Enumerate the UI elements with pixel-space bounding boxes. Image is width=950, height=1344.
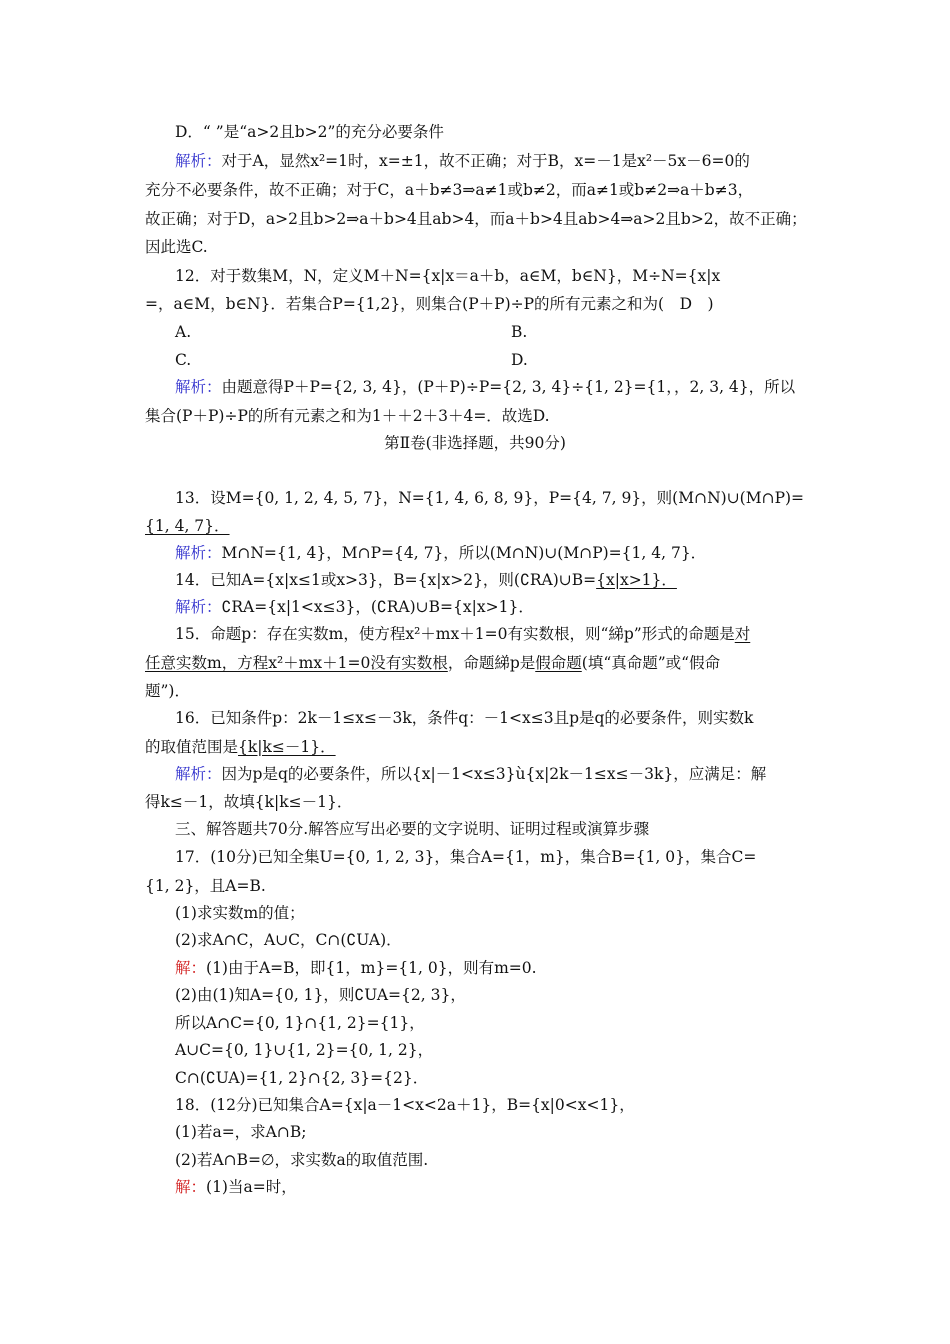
analysis-text: 因为p是q的必要条件，所以{x|－1<x≤3}ù{x|2k－1≤x≤－3k}，应满足：解 [221, 765, 767, 783]
solution-17-line-5: C∩(∁UA)={1, 2}∩{2, 3}={2}． [175, 1069, 429, 1087]
solution-label: 解： [175, 1178, 207, 1196]
analysis-11-line-2: 充分不必要条件，故不正确；对于C，a＋b≠3⇒a≠1或b≠2，而a≠1或b≠2⇒a＋b≠3， [145, 181, 754, 199]
analysis-12-line-1 [175, 377, 795, 397]
question-17-line-2: {1, 2}，且A=B. [145, 877, 266, 895]
solution-17-line-1 [175, 958, 537, 978]
question-text: 14．已知A={x|x≤1或x>3}，B={x|x>2}，则(∁RA)∪B= [175, 571, 597, 589]
section-heading: 第Ⅱ卷(非选择题，共90分) [384, 434, 566, 452]
question-text: ，命题綈p是 [447, 654, 536, 672]
question-16-line-2 [145, 737, 336, 757]
analysis-text: M∩N={1, 4}，M∩P={4, 7}，所以(M∩N)∪(M∩P)={1, 4, 7}． [221, 544, 707, 562]
question-17-part-2: (2)求A∩C，A∪C，C∩(∁UA)． [175, 931, 402, 949]
question-16-line-1: 16．已知条件p：2k－1≤x≤－3k，条件q：－1<x≤3且p是q的必要条件，则实数k [175, 709, 754, 727]
option-a: A. [175, 323, 192, 341]
question-text: 的取值范围是 [145, 738, 239, 756]
solution-label: 解： [175, 959, 207, 977]
question-16-answer: {k|k≤－1}． [238, 738, 336, 756]
analysis-11-line-3: 故正确；对于D，a>2且b>2⇒a＋b>4且ab>4，而a＋b>4且ab>4⇒a>2且b>2，故不正确； [145, 210, 807, 228]
option-c: C. [175, 351, 192, 369]
solution-text: (1)当a=时， [206, 1178, 297, 1196]
option-d: D. [511, 351, 528, 369]
question-17-part-1: (1)求实数m的值； [175, 904, 305, 922]
question-12-line-1: 12．对于数集M，N，定义M＋N={x|x＝a＋b，a∈M，b∈N}，M÷N={x|x [175, 267, 721, 285]
analysis-14 [175, 597, 534, 617]
analysis-label: 解析： [175, 378, 222, 396]
solution-17-line-2: (2)由(1)知A={0, 1}，则∁UA={2, 3}， [175, 986, 466, 1004]
question-text: (填“真命题”或“假命 [581, 654, 721, 672]
question-14 [175, 570, 677, 590]
analysis-label: 解析： [175, 598, 222, 616]
question-15-line-3: 题”)． [145, 682, 190, 700]
question-18-part-1: (1)若a=，求A∩B; [175, 1123, 307, 1141]
analysis-12-line-2: 集合(P＋P)÷P的所有元素之和为1＋＋2＋3＋4=．故选D. [145, 407, 550, 425]
option-b: B. [511, 323, 528, 341]
question-15-answer-2: 假命题 [535, 654, 582, 672]
analysis-label: 解析： [175, 152, 222, 170]
option-d-line: D．“ ”是“a>2且b>2”的充分必要条件 [175, 123, 444, 141]
question-text: 15．命题p：存在实数m，使方程x²＋mx＋1=0有实数根，则“綈p”形式的命题是 [175, 625, 735, 643]
part-three-heading: 三、解答题共70分.解答应写出必要的文字说明、证明过程或演算步骤 [175, 820, 650, 838]
solution-18-line-1 [175, 1177, 297, 1197]
analysis-text: 对于A，显然x²=1时，x=±1，故不正确；对于B，x=－1是x²－5x－6=0的 [221, 152, 750, 170]
analysis-11-line-4: 因此选C. [145, 238, 208, 256]
analysis-label: 解析： [175, 765, 222, 783]
question-15-answer-part: 对 [734, 625, 751, 643]
analysis-13 [175, 543, 706, 563]
question-15-line-2 [145, 653, 720, 673]
analysis-11-line-1 [175, 151, 750, 171]
analysis-label: 解析： [175, 544, 222, 562]
question-18-part-2: (2)若A∩B=∅，求实数a的取值范围. [175, 1151, 429, 1169]
question-18-line-1: 18．(12分)已知集合A={x|a－1<x<2a＋1}，B={x|0<x<1}， [175, 1096, 635, 1114]
question-15-answer: 任意实数m，方程x²＋mx＋1=0没有实数根 [145, 654, 448, 672]
analysis-16-line-1 [175, 764, 766, 784]
analysis-16-line-2: 得k≤－1，故填{k|k≤－1}． [145, 793, 353, 811]
question-14-answer: {x|x>1}． [596, 571, 677, 589]
solution-17-line-4: A∪C={0, 1}∪{1, 2}={0, 1, 2}， [175, 1041, 434, 1059]
analysis-text: ∁RA={x|1<x≤3}，(∁RA)∪B={x|x>1}． [221, 598, 534, 616]
question-12-line-2: =，a∈M，b∈N}．若集合P={1,2}，则集合(P＋P)÷P的所有元素之和为( D ) [145, 295, 714, 313]
question-13-line-1: 13．设M={0, 1, 2, 4, 5, 7}，N={1, 4, 6, 8, 9}，P={4, 7, 9}，则(M∩N)∪(M∩P)= [175, 489, 805, 507]
question-15-line-1 [175, 624, 750, 644]
solution-17-line-3: 所以A∩C={0, 1}∩{1, 2}={1}， [175, 1014, 425, 1032]
analysis-text: 由题意得P＋P={2, 3, 4}，(P＋P)÷P={2, 3, 4}÷{1, 2}={1，，2, 3, 4}，所以 [221, 378, 796, 396]
solution-text: (1)由于A=B，即{1，m}={1, 0}，则有m=0. [206, 959, 537, 977]
question-13-answer: {1, 4, 7}． [145, 517, 230, 535]
question-17-line-1: 17．(10分)已知全集U={0, 1, 2, 3}，集合A={1，m}，集合B={1, 0}，集合C= [175, 848, 757, 866]
